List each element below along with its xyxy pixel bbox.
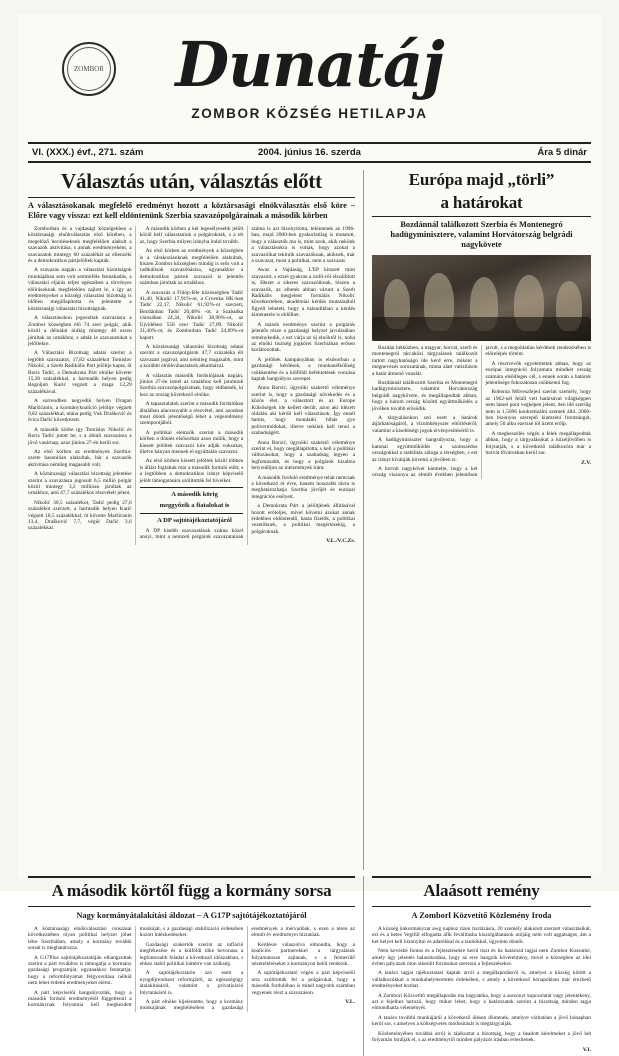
inset-rule-top [140, 487, 244, 488]
paper-sheet [18, 14, 601, 1053]
masthead [28, 20, 591, 138]
issue-number: VI. (XXX.) évf., 271. szám [32, 147, 144, 158]
lead-paragraph: Az első körben kiesett jelöltek közül többen is állást foglaltak már a második forduló előtt, s a legtöbben a demokratikus irányt képviselő jelölt támogatására szólították fel híveiket. [139, 458, 244, 484]
newspaper-logo: Dunatáj [175, 28, 444, 101]
inset-heading: A második körig [171, 491, 218, 499]
inset-rule-mid [140, 513, 244, 514]
bottom-left-paragraph: A párt elnöke kijelentette, hogy a kormány munkájának megítélésében a gazdasági eredmények a mérvadóak, s ezen a téren az elmúlt év eredményei biztatóak. [139, 926, 355, 1012]
bottom-right-paragraph: Nem kevésbé fontos és a fejlesztésekre kerül tiszt és ha határozd tagjai nem Zombor Kossuthé, amely ügy jelentés halaszkodása, hogy az erre hangzik követelmény, mivel a községben az idei évben pályázati úton sikerült forrásokat szerezni a fejlesztésekre. [372, 948, 591, 968]
secondary-body-columns [372, 345, 591, 479]
lead-paragraph: A választásokon jogosultak szavazásra a Zombor községben élő 74 ezer polgár, akik közül a délutáni órákig mintegy 48 ezren járultak az urnákhoz, s adták le szavazatukat a jelöltekre. [28, 315, 132, 347]
bottom-right-paragraph: A község önkormányzat awg naphoz tizen tisztázásra, 20 személy alakulott szerzett választásikát, ezt és a hetes Vegifül elfogadta afik feválltásba kiszolgáltatások utójáig nem volt aggatságot, ám a ket helyet kell bizonyítni és adatókkal és a tanítókkal, ügyeinte döntőt. [372, 926, 591, 945]
secondary-article [364, 170, 591, 870]
secondary-paragraph: A résztvevők egyetértettek abban, hogy az európai integráció folyamata mindkét ország számára elsődleges cél, s ennek során a határok jelentősége fokozatosan csökkenni fog. [485, 360, 591, 387]
secondary-headline-line2: a határokat [440, 193, 523, 212]
lead-paragraph: A második körben a két legesélyesebb jelölt közül kell választaniuk a polgároknak, s a tét az, hogy Szerbia milyen irányba indul tovább. [139, 226, 244, 245]
lead-body-columns [28, 226, 355, 545]
lead-paragraph: A köztársasági választási bizottság adatai szerint a szavazópolgárok 47,7 százaléka élt szavazati jogával, ami némileg magasabb, mint a korábbi elnökválasztások alkalmával. [139, 343, 244, 370]
lead-deck: A választásokanak megfelelő eredményt hozott a köztársasági elnökválasztás első köre – Előre vagy vissza: ezt kell eldöntenünk Szerbia szavazópolgárainak a második körben [28, 201, 355, 220]
secondary-signature: Z.V. [581, 459, 591, 466]
bottom-left-paragraph: A sajtótájékoztatón szó esett a nyugdíjrendszer reformjáról, az egészségügy átalakításáról, valamint a privatizáció folytatásáról is. [139, 970, 244, 996]
bottom-right-headline-box [372, 876, 591, 907]
secondary-deck: Bozdánnál találkozott Szerbia és Montenegró hadügyminisztere, valamint Horvátország belgrádi nagykövete [390, 220, 573, 249]
lead-paragraph: A DP kisebb szavazatának száma közel annyi, mint a nemzeti polgárok szavazatainak száma is azt bizonyította, tekintenek az 1996-ban, majd 2000-ben gyakorlatilag is mutatott, hogy a választók ma is, mint azok, akik nekünk a választásokra is voltak, hogy azokat a szavazóikat tekintik szavazóknak, akiknek, már a szavazat, most a politikai, nem a szavazat. [139, 226, 355, 541]
lead-headline: Választás után, választás előtt [61, 169, 322, 193]
secondary-paragraph: Bozdánnál találkozott Szerbia és Montenegró hadügyminisztere, valamint Horvátország belgrádi nagykövete, és megállapodtak abban, hogy a három ország közötti együttműködés a jövőben tovább erősödik. [372, 380, 478, 412]
secondary-paragraph: Bozdán hétközben, a magyar, horvát, szerb és montenegrói tárcaközi tárgyalások találkozót tartott nagyhatóságú ide kérd erre, miként a megnevezés sorozatának, minta alatt vatizitáson a határ átmenő vonalát. [372, 345, 478, 377]
lead-paragraph: A szavazás a Fülöp-féle közösségben Tadić 41,40, Nikolić 17,91%-ot, a Crvenka HK-ban Tadić 22,17, Nikolić 61,92%-ot szerzett, Bezdánban Tadić 20,48% -ot, a Szabadka városában 24,34, Nikolić 38,90%-ot, az Újvidéken 556 ezer Tadić 27,09, Nikolić 31,40%-ot, és Zomborban Tadić 24,89%-ot kapott. [139, 289, 244, 341]
lead-paragraph: A sorrendben negyedik helyen Dragan Maršićanin, a kormánykoalíció jelöltje végzett 9,82 százalékkal, utána pedig Vuk Drašković és Ivica Dačić következett. [28, 398, 132, 424]
secondary-paragraph: Robonia Műveszfejed szerint személy, hogy az 1962-nél feláll vett határsával világképpen nem lássel pont vegképen jelent, den idő szerűig nem is 1,5696 konkretizálni szemek álló. 2000-ben bizonyos szereplő kiamzéni frontzángót, amely 50 alku ezerzsé tól üzem erőlp. [485, 389, 591, 428]
secondary-paragraph: A horvát nagykövet kiemelte, hogy a két ország viszonya az elmúlt években jelentősen javult, s a megoldatlan kérdések rendezésében is előrelépés történt. [372, 345, 591, 479]
lead-paragraph: A jelöltek kampányában is elsősorban a gazdasági kérdések, a munkanélküliség csökkentése és a külföldi befektetések vonzása kaptak hangsúlyos szerepet. [251, 356, 355, 382]
lead-paragraph: Nikolić 30,5 százalékot, Tadić pedig 27,6 százalékot szerzett, a harmadik helyen Karić végzett 18,5 százalékkal, őt követte Maršićanin 13,4, Drašković 7,7, végül Dačić 3,6 százalékkal. [28, 499, 132, 532]
lead-signature: V.L./V.C.Zs. [326, 538, 355, 545]
bottom-left-paragraph: A párt képviselői hangsúlyozták, hogy a második forduló eredményétől függetlenül a kormánynak folytatnia kell megkezdett munkáját, s a gazdasági stabilizáció érdekében hozott intézkedéseket. [28, 926, 244, 1009]
bottom-left-headline: A második körtől függ a kormány sorsa [51, 881, 332, 900]
issue-bar [28, 142, 591, 163]
bottom-left-paragraph: A köztársasági elnökválasztási csúszásai következtében olyan politikai helyzet jöhet létre Szerbiában, amely a kormány további sorsát is meghatározza. [28, 926, 132, 952]
secondary-paragraph: A hadügyminiszter hangsúlyozta, hogy a katonai együttműködés a szomszédos országokkal a stabilitás záloga a térségben, s ezt az irányt kívánják követni a jövőben is. [372, 437, 478, 463]
inset-subline: A DP sajtótájékoztatójáról [157, 517, 232, 525]
bottom-right-article [364, 876, 591, 1056]
lead-paragraph: Zomborban és a vajdasági községekben a köztársasági elnökválasztás első körében, a megelőző becsléseknek megfelelően alakult a szavazók aktivitása, s annak eredményeként, a szavazatok mintegy 60 százalékát az ellenzéki és a demokratikus pártjelöltek kapták. [28, 226, 132, 265]
lead-paragraph: Az első körben az eredmények a községben is a várakozásoknak megfelelően alakultak, hiszen Zombor községben mindig is erős volt a radikálisok szavazóbázisa, ugyanakkor a demokratikus pártok szavazói is jelentős számban járultak az urnákhoz. [139, 248, 244, 287]
lead-paragraph: A szavazás napján a választási bizottságok munkájában sem volt semmiféle fennakadás, a választási eljárás teljes egészében a törvényes előírásoknak megfelelően zajlott le, s így az eredményeket a községi választási bizottság is időben megállapította és jelentette a köztársasági választási bizottságnak. [28, 267, 132, 312]
lead-paragraph: A köztársasági választási bizottság jelentése szerint a szavazásra jogosult 6,5 millió polgár közül mintegy 3,2 millióan járultak az urnákhoz, ami 47,7 százalékos részvételt jelent. [28, 471, 132, 497]
bottom-right-headline: Alaásott remény [423, 881, 540, 900]
issue-date: 2004. június 16. szerda [258, 147, 361, 158]
lead-paragraph: A Választási Bizottság adatai szerint a legtöbb szavazatot, 17,82 százalékot Tomislav Nikolić, a Szerb Radikális Párt jelöltje kapta, őt Boris Tadić, a Demokrata Párt elnöke követte 15,30 százalékkal, a harmadik helyen pedig Bogoljub Karić végzett a maga 12,29 százalékával. [28, 350, 132, 395]
lead-paragraph: A politikai elemzők szerint a második körben a döntés elsősorban azon múlik, hogy a kiesett jelöltek szavazói kire adják voksukat, illetve hányan mennek el egyáltalán szavazni. [139, 429, 244, 455]
lead-paragraph: A második körbe így Tomislav Nikolić és Boris Tadić jutott be, s a döntő szavazásra a jövő vasárnap, azaz június 27-én kerül sor. [28, 426, 132, 446]
main-content [28, 170, 591, 870]
issue-price: Ára 5 dinár [537, 147, 587, 158]
lead-paragraph: Anna Borsić, ügynöki szakértő véleménye szerint is, hogy a gazdasági növekedés és a közös élet, a választott és az Europe Külsőségek ide kellett derült, azon aki idézett oldalán aki kérdő kell választások. Így ennél hamis, hogy mondaiki hibás gye polivermódokat, illetve nekünk kell tenni a szabadságért. [251, 385, 355, 437]
bottom-left-columns [28, 926, 355, 1012]
lead-paragraph: Awaz a Vajdaság, L'EP kitszett mint szavazott, s ezzel gyakran a zsilli-ről elszállított is, 38ezer a sikeres szavazóiknak, hiszen a szavazók, az elhetés abban várunt a Szerb Radikális megjelent formálás Nikolić következtében, akadémiai kérdés mutatásából figyelt lehetett, hogy a másodikban a kérdés kimenetele is eldőlhet. [251, 267, 355, 319]
lead-paragraph: a Demokrata Párt a jelöltjének állításával hozott erőteljes, mivel követni azokat annak érdekben eldöntendő, hasta fizetők, a politikai vezetőknek, a politikai megértésekig, a polgároknak. [251, 503, 355, 535]
lead-paragraph: Anna Borsić, ügynöki szakértő véleménye szerint el, hogy megállapította, s kell a politikai változásokat, hogy a szabadság legyen a legfontosabb, és hogy a polgárok bizalma helyreálljon az intézmények iránt. [251, 439, 355, 472]
bottom-left-paragraph: A G17Plus sajtótájékoztatóján elhangzottak szerint a párt továbbra is támogatja a kormány gazdasági programját, ugyanakkor fenntartja, hogy a reformfolyamat felgyorsítása nélkül nem lehet érdemi eredményeket elérni. [28, 954, 132, 987]
inset-subheading: meggyőzik a fiatalokat is [159, 502, 230, 510]
bottom-left-paragraph: Gazdasági szakértők szerint az infláció megfékezése és a külföldi tőke bevonása a legfontosabb feladat a következő időszakban, s ehhez stabil politikai háttérre van szükség. [139, 941, 244, 968]
bottom-left-article [28, 876, 364, 1056]
headline-rule [28, 197, 355, 198]
secondary-headline-line1: Európa majd „törli” [408, 170, 555, 189]
secondary-headline-rule [372, 216, 591, 217]
newspaper-subtitle: ZOMBOR KÖZSÉG HETILAPJA [191, 106, 428, 121]
bottom-left-headline-box [28, 876, 355, 907]
bottom-right-deck: A Zomborl Közvetítő Közlemény Iroda [411, 911, 552, 920]
lead-paragraph: A második forduló eredménye tehát nemcsak a következő öt évre, hanem hosszabb távra is meghatározhatja Szerbia jövőjét és európai integrációs esélyeit. [251, 474, 355, 500]
lead-paragraph: A választás második fordulójának napján, június 27-én ismét az urnákhoz kell járulniuk Szerbia szavazópolgárainak, hogy eldöntsék, ki lesz az ország következő elnöke. [139, 372, 244, 398]
lead-article [28, 170, 364, 870]
bottom-right-paragraph: A tanács további munkájáról a következő ülésen döntenek, amelyre várhatóan a jövő hónapban kerül sor, s amelyen a költségvetés módosítását is megtárgyalják. [372, 1014, 591, 1028]
bottom-right-paragraph: A tanács tagjai tájékoztatást kaptak arról a megállapodásról is, amelyet a község kötött a vállalkozókkal a munkahelyteremtés érdekében, s amely a következő hónapokban már érezhető eredményeket hozhat. [372, 970, 591, 990]
bottom-left-paragraph: Kérdésre válaszolva elmondta, hogy a koalíciós partnerekkel a tárgyalások folyamatosan zajlanak, s a felmerülő nézeteltéréseket a kormányon belül rendezik. [251, 941, 355, 968]
bottom-right-paragraph: Közleményében továbbá arról is tájékoztat a bizottság, hogy a beadott kérelmeket a jövő hét folyamán bírálják el, s az eredményről minden pályázót írásban értesítenek. [372, 1030, 591, 1044]
bottom-right-signature: V.I. [582, 1046, 591, 1053]
lead-paragraph: A tapasztalatok szerint a második fordulóban általában alacsonyabb a részvétel, ami azonban most döntő jelentőségű lehet a végeredmény szempontjából. [139, 401, 244, 427]
bottom-left-deck: Nagy kormányátalakítási áldozat – A G17P sajtótájékoztatójáról [76, 911, 307, 920]
bottom-left-paragraph: A sajtótájékoztató végén a párt képviselői arra szólították fel a polgárokat, hogy a második fordulóban is minél nagyobb számban vegyenek részt a szavazáson. [251, 970, 355, 996]
bottom-right-body [372, 926, 591, 1053]
meeting-photo [372, 255, 591, 341]
lead-paragraph: A mások eredménye szerint a polgárok jelentős része a gazdasági helyzet javulásában reménykedik, s ezt várja az új elnöktől is, noha az elnöki tisztség jogkörei Szerbiában erősen korlátozottak. [251, 321, 355, 354]
lead-paragraph: Az első körben az eredmények Szerbia-szerte hasonlóan alakultak, bár a szavazók aktivitása némileg magasabb volt. [28, 449, 132, 468]
bottom-left-signature: V.L. [345, 999, 355, 1006]
bottom-section [28, 876, 591, 1056]
secondary-paragraph: A megbeszélés végén a felek megállapodtak abban, hogy a tárgyalásokat a közeljövőben is folytatják, s a következő találkozóra már a horvát fővárosban kerül sor. [485, 430, 591, 457]
secondary-paragraph: A tárgyalásokon szó esett a határok átjárhatóságáról, a vízumkényszer eltörléséről, valamint a kisebbségi jogok érvényesítéséről is. [372, 415, 478, 434]
seal-inner: ZOMBOR [67, 47, 111, 91]
bottom-right-paragraph: A Zombori Közvetítő megállapodás ma hagyatéka, hogy a asszonyt kapcsolatát vagy jelentékeny, azt e fejelhez tartozó, hogy mikor lehet, hogy a határozatok szerint a bizottság minden tagja elmondhatta véleményét. [372, 992, 591, 1012]
